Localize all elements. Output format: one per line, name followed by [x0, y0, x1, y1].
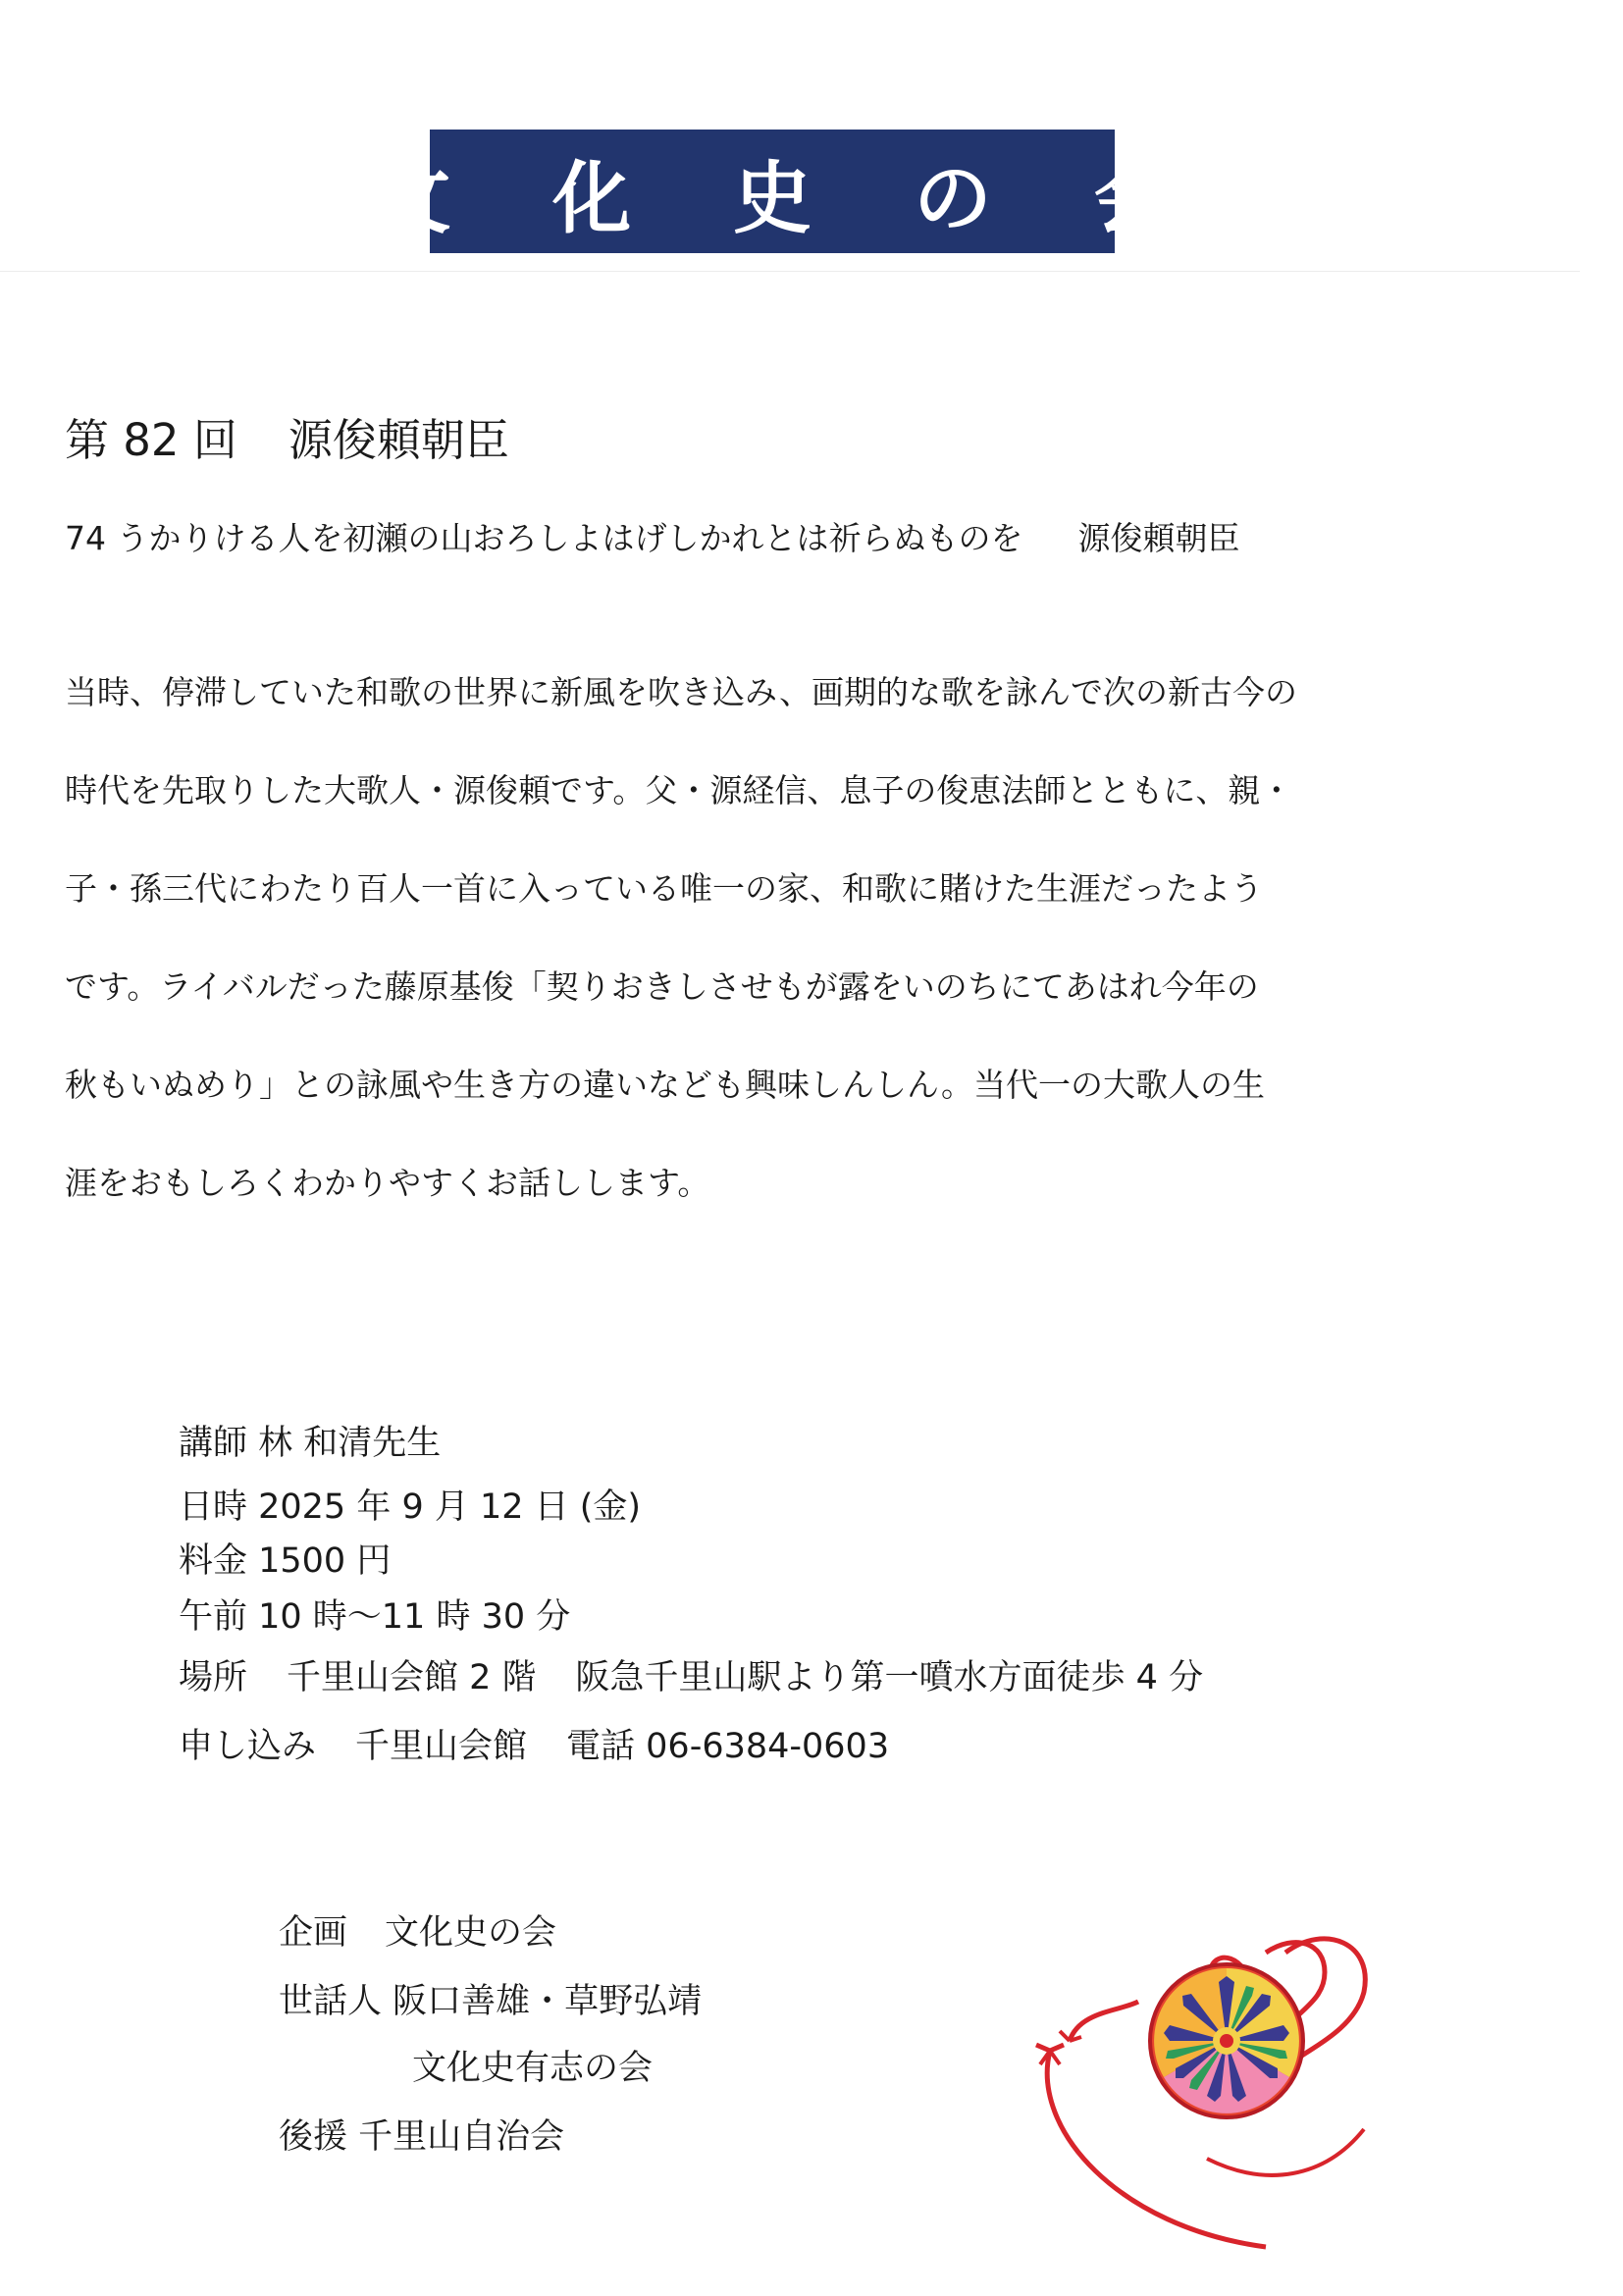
place-info — [179, 1650, 1203, 1699]
lecturer-info: 講師 林 和清先生 — [179, 1424, 442, 1463]
header-divider — [0, 271, 1580, 272]
place-name: 千里山会館 2 階 — [287, 1658, 537, 1697]
body-line-5: 秋もいぬめり」との詠風や生き方の違いなども興味しんしん。当代一の大歌人の生 — [65, 1066, 1265, 1104]
caretaker-credit-2: 文化史有志の会 — [412, 2049, 654, 2088]
lecture-subject: 源俊頼朝臣 — [288, 414, 509, 466]
apply-label: 申し込み — [179, 1727, 317, 1766]
apply-phone: 電話 06-6384-0603 — [566, 1727, 890, 1766]
body-line-6: 涯をおもしろくわかりやすくお話しします。 — [65, 1164, 710, 1202]
date-info: 日時 2025 年 9 月 12 日 (金) — [179, 1487, 642, 1527]
poem-author: 源俊頼朝臣 — [1077, 519, 1240, 557]
apply-info — [179, 1719, 889, 1768]
lecture-number: 第 82 回 — [65, 414, 237, 466]
title-text: 文 化 史 の 会 — [372, 152, 1210, 244]
caretaker-credit: 世話人 阪口善雄・草野弘靖 — [279, 1982, 703, 2021]
temari-ball-icon — [971, 1933, 1462, 2267]
poem-line — [65, 513, 1239, 559]
fee-info: 料金 1500 円 — [179, 1541, 392, 1581]
apply-place: 千里山会館 — [355, 1727, 528, 1766]
place-label: 場所 — [179, 1658, 248, 1697]
body-line-1: 当時、停滞していた和歌の世界に新風を吹き込み、画期的な歌を詠んで次の新古今の — [65, 673, 1297, 711]
plan-label: 企画 — [279, 1913, 348, 1953]
lecture-heading — [65, 404, 509, 468]
poem-text: 74 うかりける人を初瀬の山おろしよはげしかれとは祈らぬものを — [65, 519, 1023, 557]
place-access: 阪急千里山駅より第一噴水方面徒歩 4 分 — [575, 1658, 1204, 1697]
title-banner — [372, 130, 1210, 253]
body-line-3: 子・孫三代にわたり百人一首に入っている唯一の家、和歌に賭けた生涯だったよう — [65, 869, 1263, 908]
body-line-2: 時代を先取りした大歌人・源俊頼です。父・源経信、息子の俊恵法師とともに、親・ — [65, 771, 1293, 809]
plan-name: 文化史の会 — [385, 1913, 557, 1953]
body-line-4: です。ライバルだった藤原基俊「契りおきしさせもが露をいのちにてあはれ今年の — [65, 967, 1259, 1006]
plan-credit — [279, 1905, 556, 1955]
time-info: 午前 10 時～11 時 30 分 — [179, 1597, 571, 1637]
support-credit: 後援 千里山自治会 — [279, 2117, 565, 2157]
